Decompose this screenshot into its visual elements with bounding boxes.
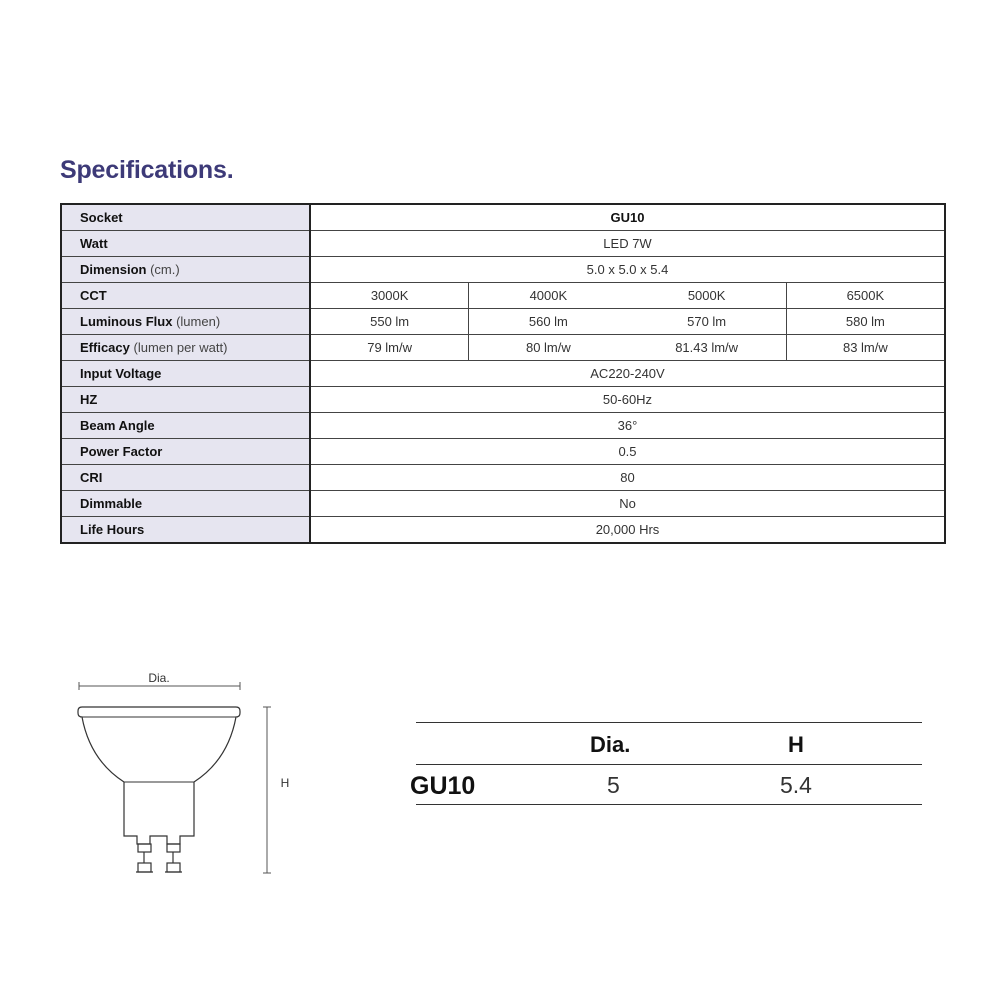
row-value: 6500K bbox=[786, 283, 945, 309]
row-value: No bbox=[310, 491, 945, 517]
row-value: 4000K bbox=[469, 283, 628, 309]
row-label: CRI bbox=[61, 465, 310, 491]
row-value: 36° bbox=[310, 413, 945, 439]
row-value: 81.43 lm/w bbox=[628, 335, 787, 361]
table-row bbox=[61, 517, 945, 544]
row-label: HZ bbox=[61, 387, 310, 413]
row-value: 560 lm bbox=[469, 309, 628, 335]
h-label: H bbox=[280, 776, 290, 790]
header-h: H bbox=[788, 732, 804, 757]
value-h: 5.4 bbox=[780, 772, 812, 798]
row-value: 80 bbox=[310, 465, 945, 491]
row-label: Dimmable bbox=[61, 491, 310, 517]
row-value: 580 lm bbox=[786, 309, 945, 335]
row-value: 570 lm bbox=[628, 309, 787, 335]
value-dia: 5 bbox=[607, 772, 620, 798]
table-row bbox=[61, 491, 945, 517]
specifications-table bbox=[60, 203, 946, 544]
table-row bbox=[61, 439, 945, 465]
row-value: AC220-240V bbox=[310, 361, 945, 387]
table-row bbox=[61, 283, 945, 309]
row-value: 5000K bbox=[628, 283, 787, 309]
pin-foot-right bbox=[167, 863, 180, 872]
row-label: Socket bbox=[61, 204, 310, 231]
divider bbox=[416, 722, 922, 723]
row-value: 3000K bbox=[310, 283, 469, 309]
row-label: Life Hours bbox=[61, 517, 310, 544]
table-row bbox=[61, 413, 945, 439]
pin-right bbox=[167, 844, 180, 852]
row-label: Efficacy (lumen per watt) bbox=[61, 335, 310, 361]
row-value: 550 lm bbox=[310, 309, 469, 335]
row-value: 20,000 Hrs bbox=[310, 517, 945, 544]
row-value: 79 lm/w bbox=[310, 335, 469, 361]
table-row bbox=[61, 231, 945, 257]
row-label: Watt bbox=[61, 231, 310, 257]
row-value: 80 lm/w bbox=[469, 335, 628, 361]
row-value: 5.0 x 5.0 x 5.4 bbox=[310, 257, 945, 283]
table-row bbox=[61, 361, 945, 387]
row-label: Luminous Flux (lumen) bbox=[61, 309, 310, 335]
table-row bbox=[61, 335, 945, 361]
row-label: Beam Angle bbox=[61, 413, 310, 439]
row-label: Input Voltage bbox=[61, 361, 310, 387]
table-row bbox=[61, 309, 945, 335]
pin-left bbox=[138, 844, 151, 852]
table-row bbox=[61, 204, 945, 231]
row-label: Dimension (cm.) bbox=[61, 257, 310, 283]
row-label: Power Factor bbox=[61, 439, 310, 465]
row-value: 83 lm/w bbox=[786, 335, 945, 361]
bulb-dimension-drawing bbox=[60, 660, 320, 890]
table-row bbox=[61, 257, 945, 283]
model-name: GU10 bbox=[410, 772, 476, 800]
dia-label: Dia. bbox=[148, 671, 170, 685]
pin-foot-left bbox=[138, 863, 151, 872]
row-label: CCT bbox=[61, 283, 310, 309]
row-value: 50-60Hz bbox=[310, 387, 945, 413]
divider bbox=[416, 764, 922, 765]
row-value: GU10 bbox=[310, 204, 945, 231]
row-value: LED 7W bbox=[310, 231, 945, 257]
row-value: 0.5 bbox=[310, 439, 945, 465]
divider bbox=[416, 804, 922, 805]
bulb-outline bbox=[78, 707, 240, 844]
table-row bbox=[61, 387, 945, 413]
table-row bbox=[61, 465, 945, 491]
header-dia: Dia. bbox=[590, 732, 631, 757]
page-title: Specifications. bbox=[60, 156, 234, 184]
